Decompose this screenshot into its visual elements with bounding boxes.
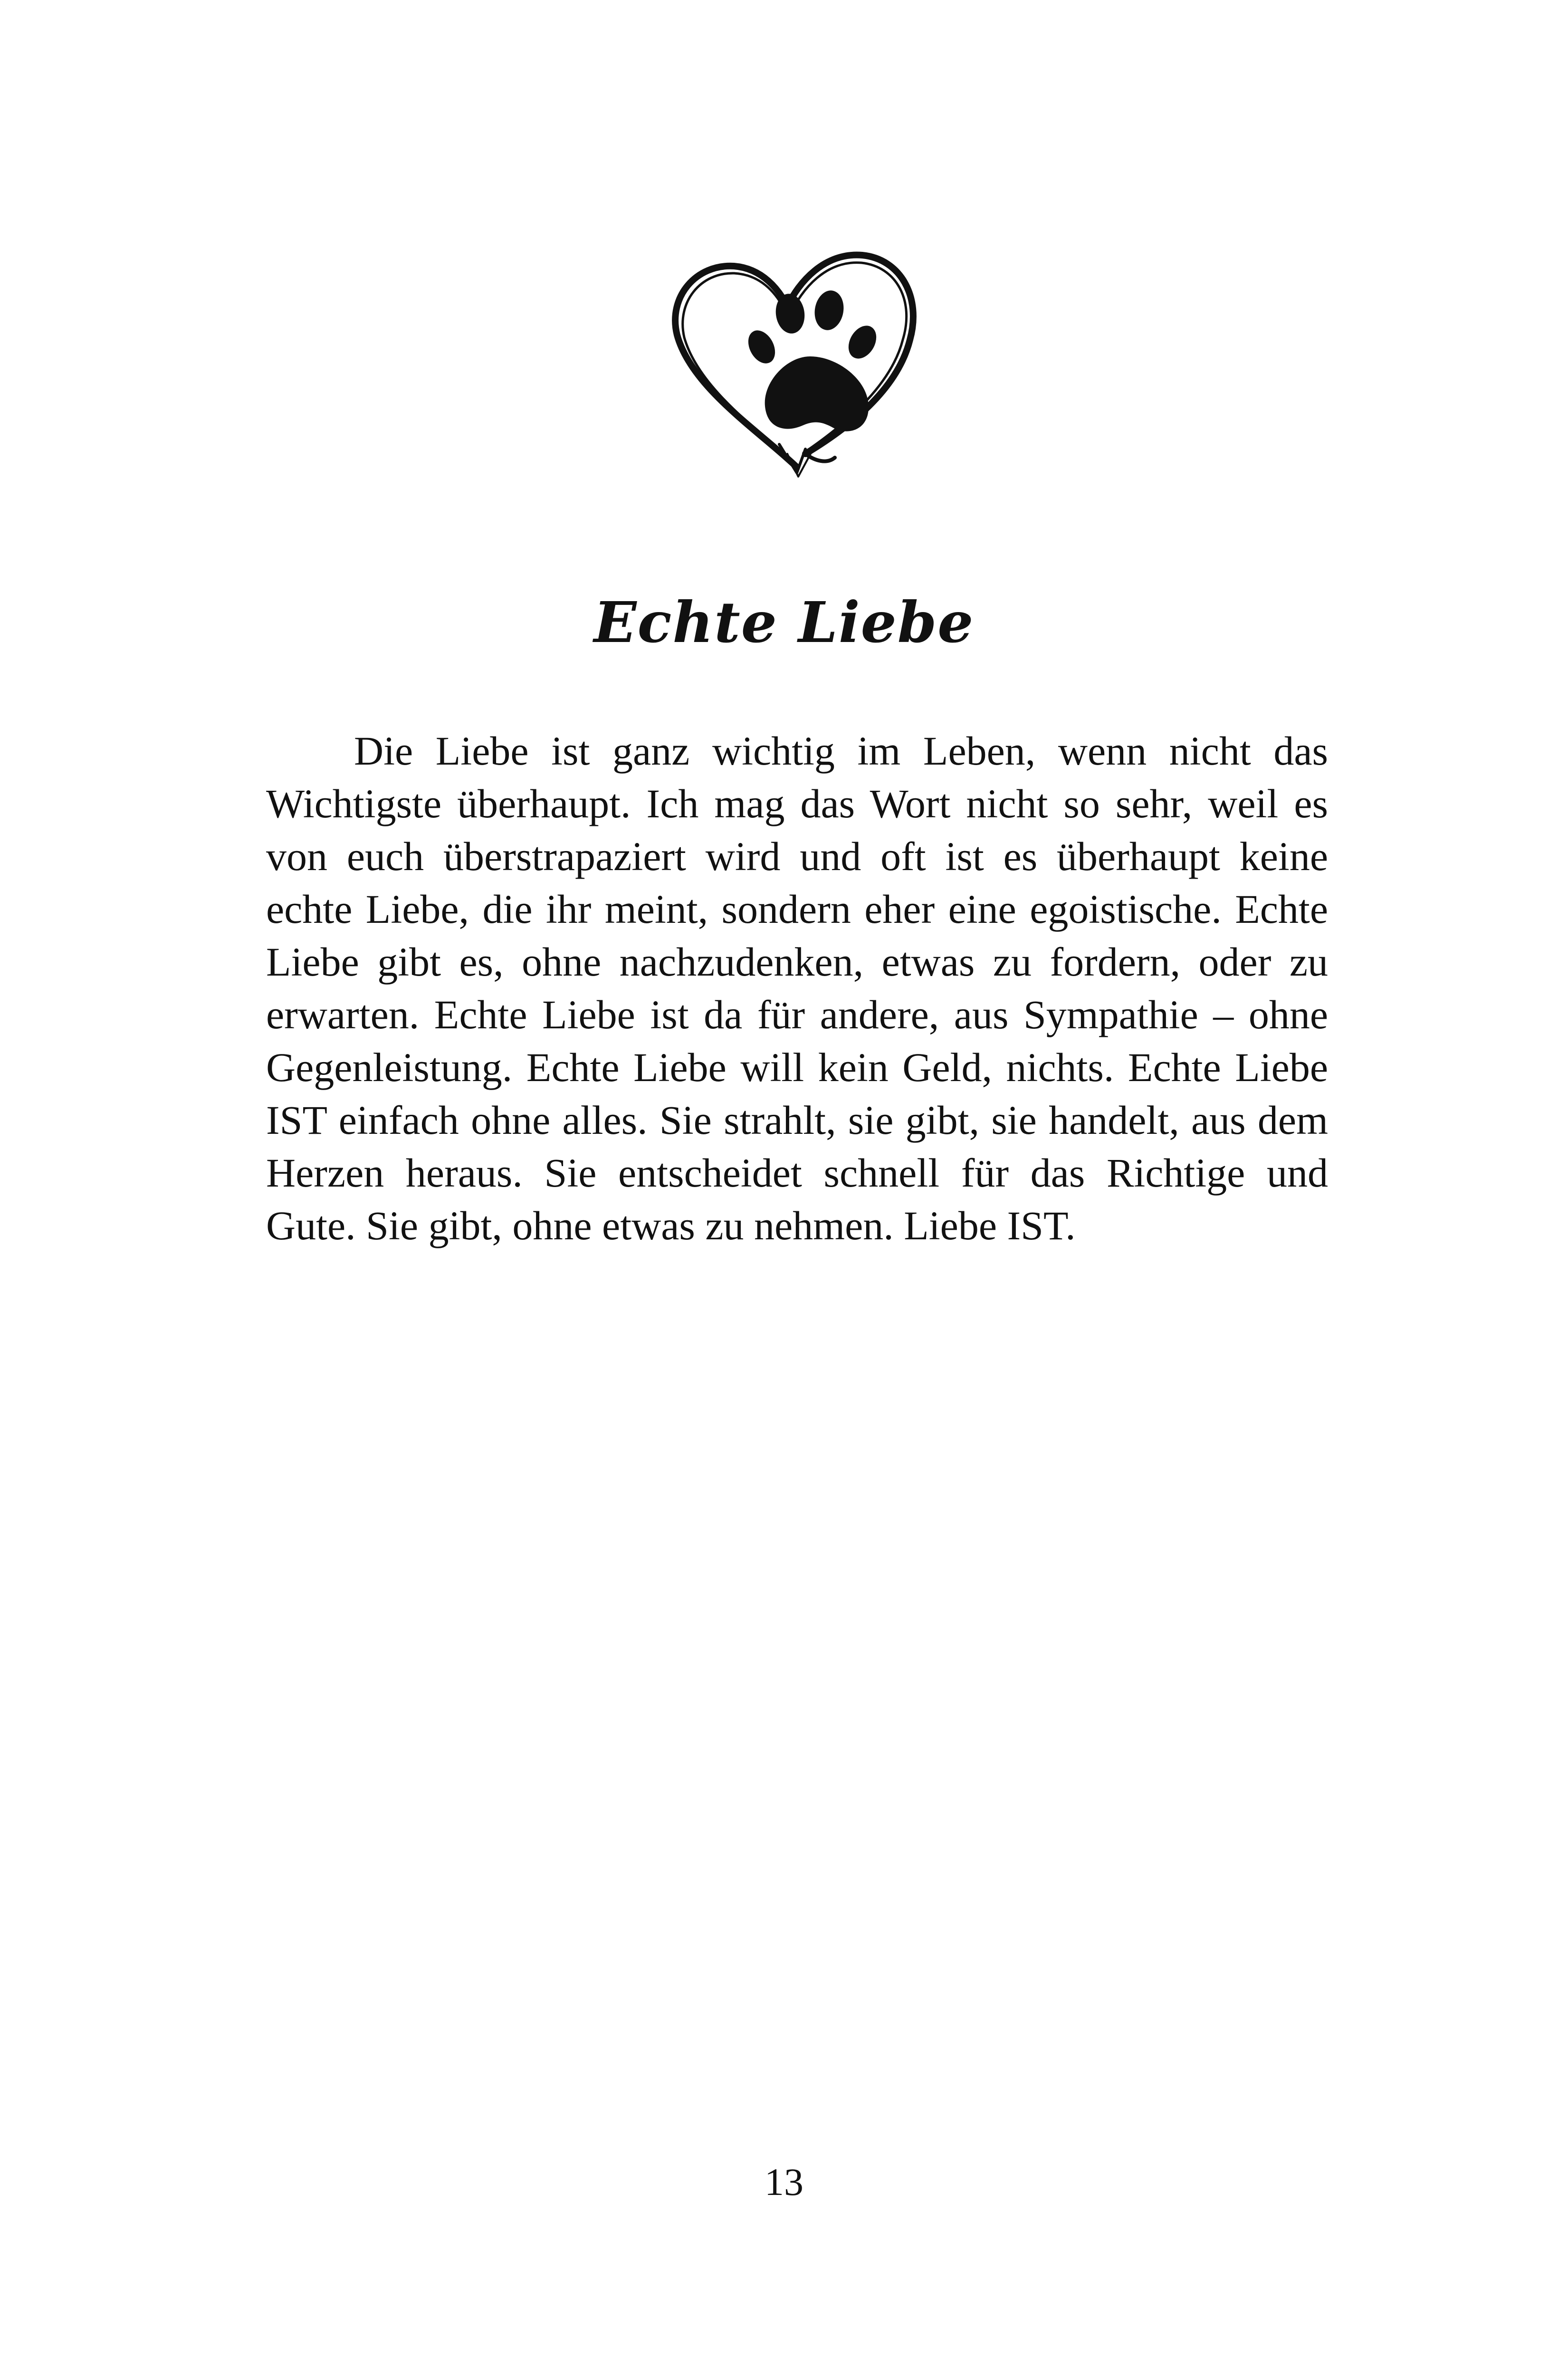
heart-paw-icon: [663, 245, 929, 482]
page-number: 13: [765, 2160, 803, 2204]
chapter-title: Echte Liebe: [593, 589, 975, 655]
chapter-paragraph: Die Liebe ist ganz wichtig im Leben, wenn nicht das Wichtigste überhaupt. Ich mag das Wort nicht so sehr, weil es von euch überstrapaziert wird und oft ist es überhaupt keine echte Liebe, die ihr meint, sondern eher eine egoistische. Echte Liebe gibt es, ohne nachzudenken, etwas zu fordern, oder zu erwarten. Echte Liebe ist da für andere, aus Sympathie – ohne Gegenleistung. Echte Liebe will kein Geld, nichts. Echte Liebe IST einfach ohne alles. Sie strahlt, sie gibt, sie handelt, aus dem Herzen heraus. Sie entscheidet schnell für das Richtige und Gute. Sie gibt, ohne etwas zu nehmen. Liebe IST.: [266, 728, 1328, 1248]
